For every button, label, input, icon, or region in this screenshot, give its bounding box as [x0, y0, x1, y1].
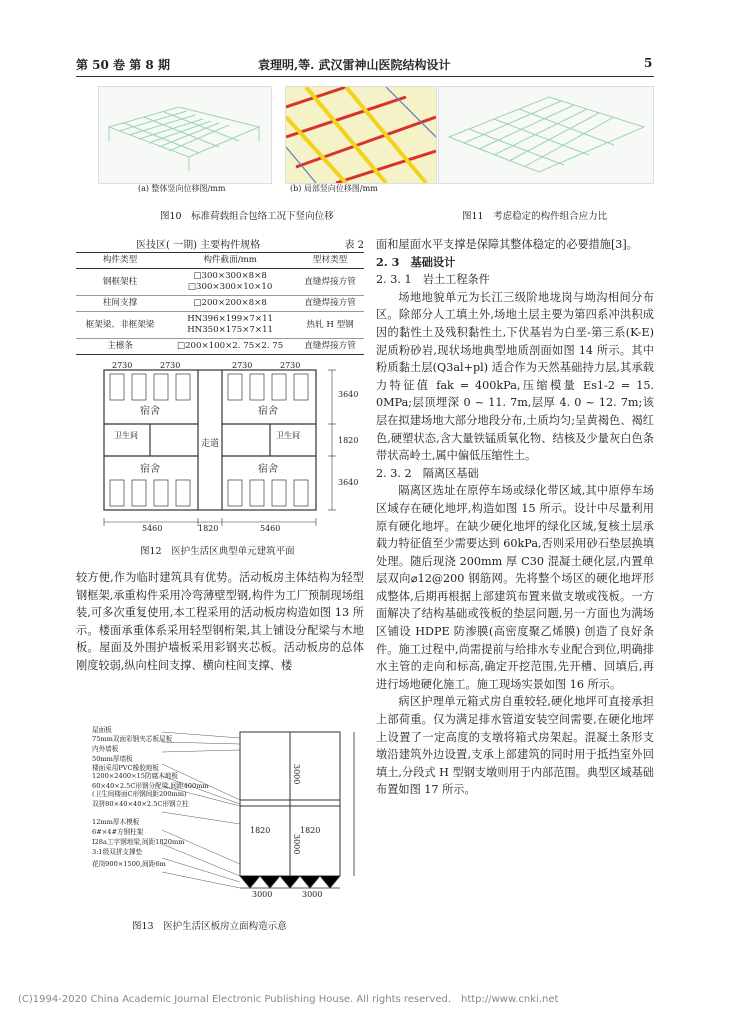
plan-dim-bottom: 5460: [260, 524, 281, 533]
elevation-dim-bottom: 3000: [302, 890, 323, 899]
elevation-mid-dim: 1820: [250, 826, 271, 835]
table-cell-type: 柱间支撑: [76, 296, 164, 312]
table-header: 构件截面/mm: [164, 253, 296, 269]
paragraph: 病区护理单元箱式房自重较轻,硬化地坪可直接承担上部荷重。仅为满足排水管道安装空间需要,在硬化地坪上设置了一定高度的支墩将箱式房架起。混凝土条形支墩沿建筑外边设置,支承上部建筑的同时用于抵挡室外回填土,分段式 H 型钢支墩则用于内部范围。典型区域基础布置如图 17 所示。: [376, 695, 654, 797]
table-cell-material: 热轧 H 型钢: [296, 312, 364, 339]
plan-dim-top: 2730: [280, 361, 301, 370]
figure-10b-caption: (b) 局部竖向位移图/mm: [290, 184, 378, 193]
plan-dim-right: 3640: [338, 478, 359, 487]
elevation-mid-dim: 1820: [300, 826, 321, 835]
plan-dim-right: 1820: [338, 436, 359, 445]
plan-room-dorm: 宿舍: [140, 464, 160, 475]
paragraph: 面和屋面水平支撑是保障其整体稳定的必要措施[3]。: [376, 238, 638, 251]
table-cell-type: 钢框架柱: [76, 269, 164, 296]
figure-13-elevation: [92, 724, 362, 902]
plan-dim-top: 2730: [112, 361, 133, 370]
plan-room-dorm: 宿舍: [140, 406, 160, 417]
figure-11-caption: 图11 考虑稳定的构件组合应力比: [462, 211, 608, 222]
subsection-heading: 2. 3. 1 岩土工程条件: [376, 273, 490, 287]
plan-dim-top: 2730: [232, 361, 253, 370]
elevation-label: 屋面板: [92, 726, 112, 734]
header-rule: [76, 76, 654, 77]
table-row: [76, 312, 364, 339]
figure-10a-caption: (a) 整体竖向位移图/mm: [138, 184, 226, 193]
right-column-text: [376, 236, 654, 799]
plan-corridor: 走道: [201, 439, 220, 449]
table-row: [76, 269, 364, 296]
table-cell-material: 直缝焊接方管: [296, 339, 364, 355]
paragraph: 较方便,作为临时建筑具有优势。活动板房主体结构为轻型钢框架,承重构件采用冷弯薄壁型钢,构件为工厂预制现场组装,可多次重复使用,本工程采用的活动板房构造如图 13 所示。楼面承重体系采用轻型钢桁架,其上铺设分配梁与木地板。屋面及外围护墙板采用彩钢夹芯板。活动板房的总体刚度较弱,纵向柱间支撑、横向柱间支撑、楼: [76, 571, 364, 672]
elevation-label: I28a工字钢地梁,间距1820mm: [92, 838, 185, 846]
elevation-label: 60×40×2.5C形钢分配梁,间距400mm: [92, 782, 209, 790]
paragraph: 隔离区选址在原停车场或绿化带区域,其中原停车场区域存在硬化地坪,构造如图 15 所示。设计中尽量利用原有硬化地坪。在缺少硬化地坪的绿化区域,复核土层承载力特征值至少需要达到 60kPa,否则采用砂石垫层换填处理。随后现浇 200mm 厚 C30 混凝土硬化层,内置单层双向⌀12@200 钢筋网。先将整个场区的硬化地坪形成整体,后期再根据上部建筑布置来做支墩或筏板。一方面解决了结构基础或筏板的垫层问题,另一方面也为满场区铺设 HDPE 防渗膜(高密度聚乙烯膜) 创造了良好条件。施工过程中,尚需提前与给排水专业配合到位,明确排水主管的走向和标高,确定开挖范围,先开槽、回填后,再进行场地硬化施工。施工现场实景如图 16 所示。: [376, 484, 654, 691]
elevation-dim: 3000: [292, 764, 301, 785]
elevation-label: 12mm厚木模板: [92, 818, 140, 826]
table-2-title: 医技区( 一期) 主要构件规格: [136, 240, 261, 251]
figure-10a-image: [98, 86, 272, 184]
paragraph: 场地地貌单元为长江三级阶地垅岗与坳沟相间分布区。除部分人工填土外,场地土层主要为第四系冲洪积成因的黏性土及残积黏性土,下伏基岩为白垩-第三系(K-E) 泥质粉砂岩,现状场地典型地质剖面如图 14 所示。其中粉质黏土层(Q3al+pl) 适合作为天然基础持力层,其承载力特征值 fak = 400kPa,压缩模量 Es1-2 = 15. 0MPa;层顶埋深 0 ~ 11. 7m,层厚 4. 0 ~ 12. 7m;该层在拟建场地大部分地段分布,土质均匀;呈黄褐色、褐红色,硬塑状态,含大量铁锰质氧化物、结核及少量灰白色条带状高岭土,属中偏低压缩性土。: [376, 290, 654, 463]
plan-dim-top: 2730: [160, 361, 181, 370]
plan-dim-right: 3640: [338, 390, 359, 399]
table-header: 构件类型: [76, 253, 164, 269]
figure-10-caption: 图10 标准荷载组合包络工况下竖向位移: [160, 211, 334, 222]
table-cell-section: HN396×199×7×11 HN350×175×7×11: [164, 312, 296, 339]
journal-volume: 第 50 卷 第 8 期: [76, 58, 170, 72]
plan-room-wc-right: 卫生间: [276, 431, 300, 440]
table-2-number: 表 2: [344, 240, 364, 251]
table-2: [76, 236, 364, 355]
elevation-label: 75mm双面彩钢夹芯板屋板: [92, 735, 173, 743]
elevation-label: 花岗900×1500,间距6m: [92, 860, 166, 868]
plan-dim-bottom: 5460: [142, 524, 163, 533]
elevation-dim-bottom: 3000: [252, 890, 273, 899]
table-cell-material: 直缝焊接方管: [296, 296, 364, 312]
elevation-label: 6#×4#方钢柱架: [92, 828, 144, 836]
elevation-dim: 3000: [292, 834, 301, 855]
elevation-label: 楼面采用PVC橡胶地板: [92, 764, 159, 772]
table-cell-material: 直缝焊接方管: [296, 269, 364, 296]
figure-12-caption: 图12 医护生活区典型单元建筑平面: [140, 546, 295, 557]
figure-10b-image: [285, 86, 437, 184]
running-title: 袁理明,等. 武汉雷神山医院结构设计: [258, 58, 451, 72]
plan-dim-bottom: 1820: [198, 524, 219, 533]
table-cell-section: □300×300×8×8 □300×300×10×10: [164, 269, 296, 296]
elevation-label: 3:1级双拼支撑垫: [92, 848, 143, 856]
table-cell-type: 主檩条: [76, 339, 164, 355]
table-2-grid: [76, 252, 364, 355]
figure-11-image: [438, 86, 654, 184]
page-number: 5: [644, 56, 653, 70]
elevation-label: (卫生间楼面C形钢间距200mm): [92, 790, 187, 798]
table-row: [76, 296, 364, 312]
table-cell-section: □200×100×2. 75×2. 75: [164, 339, 296, 355]
table-cell-section: □200×200×8×8: [164, 296, 296, 312]
elevation-label: 内外墙板: [92, 745, 119, 753]
elevation-label: 双拼80×40×40×2.5C形钢立柱: [92, 800, 189, 808]
subsection-heading: 2. 3. 2 隔离区基础: [376, 466, 479, 480]
plan-room-dorm: 宿舍: [258, 464, 278, 475]
table-row: [76, 339, 364, 355]
plan-room-wc-left: 卫生间: [114, 431, 138, 440]
table-cell-type: 框架梁、非框架梁: [76, 312, 164, 339]
section-heading: 2. 3 基础设计: [376, 254, 456, 269]
left-column-text: [76, 569, 364, 675]
elevation-label: 1200×2400×15防腐木地板: [92, 772, 178, 780]
table-header: 型材类型: [296, 253, 364, 269]
figure-13-caption: 图13 医护生活区板房立面构造示意: [132, 921, 287, 932]
figure-12-plan: [92, 362, 360, 532]
elevation-label: 50mm厚墙板: [92, 755, 133, 763]
plan-room-dorm: 宿舍: [258, 406, 278, 417]
copyright-footer: (C)1994-2020 China Academic Journal Electronic Publishing House. All rights reserved. http://www.cnki.net: [18, 994, 559, 1005]
